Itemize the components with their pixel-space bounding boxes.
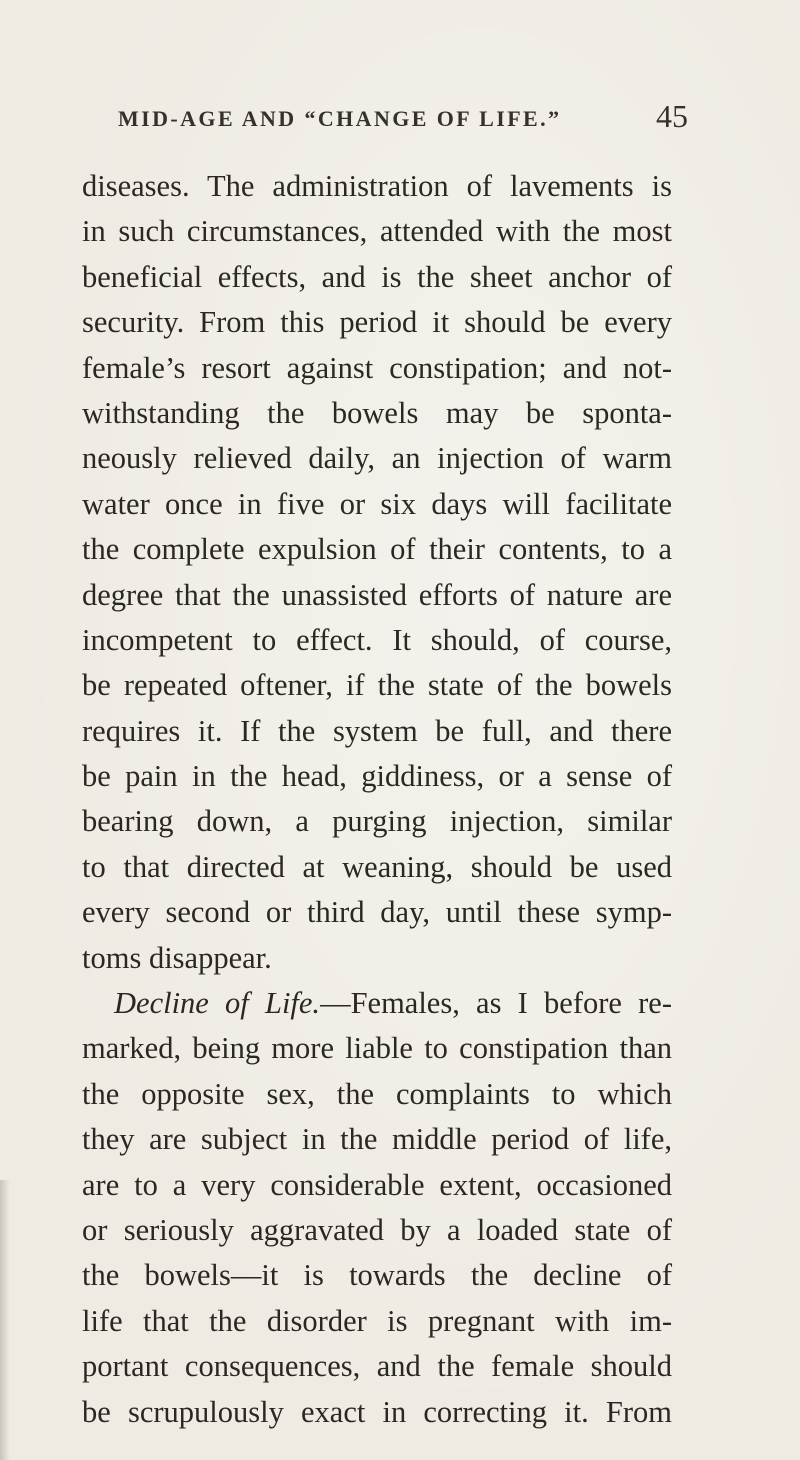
text-line: requires it. If the system be full, and there <box>82 713 672 748</box>
text-line: portant consequences, and the female should <box>82 1349 672 1384</box>
text-line: in such circumstances, attended with the most <box>82 214 672 249</box>
text-line: are to a very considerable extent, occasioned <box>82 1167 672 1202</box>
text-line: every second or third day, until these symp- <box>82 895 672 930</box>
body-text <box>82 164 672 1435</box>
text-line: be scrupulously exact in correcting it. From <box>82 1394 672 1429</box>
text-line: the bowels—it is towards the decline of <box>82 1258 672 1293</box>
text-line: to that directed at weaning, should be used <box>82 849 672 884</box>
text-line: incompetent to effect. It should, of course, <box>82 622 672 657</box>
binding-shadow <box>0 1180 10 1460</box>
text-line: bearing down, a purging injection, similar <box>82 804 672 839</box>
text-line: female’s resort against constipation; and not- <box>82 350 672 385</box>
text-line: or seriously aggravated by a loaded state of <box>82 1212 672 1247</box>
text-line: the complete expulsion of their contents, to a <box>82 532 672 567</box>
text-line: beneficial effects, and is the sheet anchor of <box>82 259 672 294</box>
text-line: toms disappear. <box>82 940 272 975</box>
page-number: 45 <box>656 98 688 134</box>
text-line: be repeated oftener, if the state of the bowels <box>82 668 672 703</box>
text-line: security. From this period it should be every <box>82 305 672 340</box>
text-line: life that the disorder is pregnant with im- <box>82 1303 672 1338</box>
text-line: withstanding the bowels may be sponta- <box>82 395 672 430</box>
text-line: the opposite sex, the complaints to which <box>82 1076 672 1111</box>
section-lead: —Females, as I before re- <box>320 986 672 1021</box>
text-line: water once in five or six days will facilitate <box>82 486 672 521</box>
text-line: neously relieved daily, an injection of warm <box>82 441 672 476</box>
text-line: they are subject in the middle period of life, <box>82 1122 672 1157</box>
section-opening-line <box>82 981 672 1026</box>
page-header <box>118 98 688 148</box>
section-heading: Decline of Life. <box>114 986 321 1021</box>
text-line: be pain in the head, giddiness, or a sense of <box>82 759 672 794</box>
text-line: degree that the unassisted efforts of nature are <box>82 577 672 612</box>
text-line: diseases. The administration of lavements is <box>82 169 672 203</box>
text-line: marked, being more liable to constipation than <box>82 1031 672 1066</box>
running-head: MID-AGE AND “CHANGE OF LIFE.” <box>118 106 562 131</box>
